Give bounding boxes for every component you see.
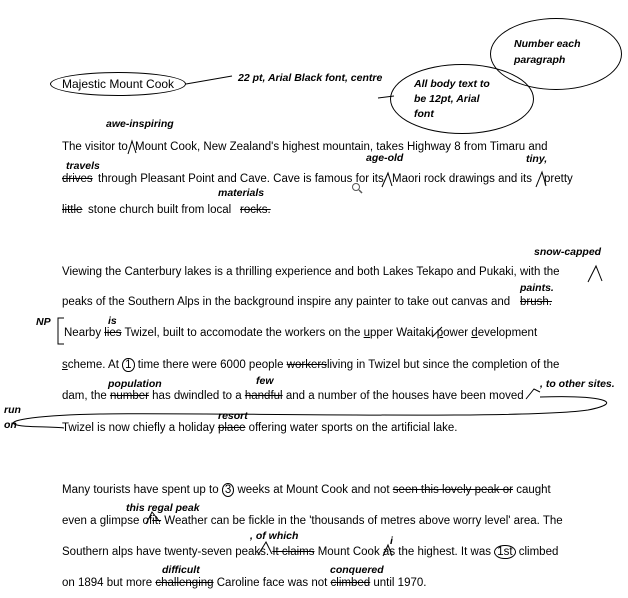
p3-l1-c: caught: [516, 484, 551, 496]
p3-line3: [62, 545, 558, 559]
p2-l3-b: Twizel, built to accomodate the workers on the: [124, 327, 361, 339]
p1-line2b: Maori rock drawings and its: [392, 173, 532, 185]
p2-l4-a: cheme. At: [67, 359, 119, 371]
title-format-note: 22 pt, Arial Black font, centre: [238, 72, 383, 84]
p2-l5-c: and a number of the houses have been moved: [285, 390, 524, 402]
p3-l2-a: even a glimpse of: [62, 515, 153, 527]
p3-l3-d: climbed: [518, 546, 559, 558]
insert-age-old: age-old: [366, 152, 404, 164]
p3-l2-deleted: it.: [152, 515, 162, 527]
p2-l5-deleted1: number: [109, 390, 149, 402]
p3-l1-deleted: seen this lovely peak or: [392, 484, 513, 496]
p2-l4-b: time there were 6000 people: [137, 359, 284, 371]
p2-l3-u2: p: [436, 327, 444, 339]
insert-i: i: [390, 535, 393, 547]
insert-difficult: difficult: [162, 564, 200, 576]
p1-line3-deleted1: little: [62, 204, 83, 216]
insert-tiny: tiny,: [526, 153, 548, 165]
insert-materials: materials: [218, 187, 265, 199]
run-mark: run: [4, 404, 21, 416]
insert-snow-capped: snow-capped: [534, 246, 602, 258]
p2-l4-u: s: [62, 359, 68, 371]
p2-line6: [62, 421, 457, 435]
insert-is: is: [108, 315, 117, 327]
insert-conquered: conquered: [330, 564, 384, 576]
p2-l5-b: has dwindled to a: [152, 390, 242, 402]
p1-line2c: pretty: [544, 173, 573, 185]
p3-l1-number: 3: [222, 483, 234, 497]
insert-awe-inspiring: awe-inspiring: [106, 118, 174, 130]
p3-l4-deleted1: challenging: [155, 577, 214, 589]
p2-l3-d: ower: [443, 327, 469, 339]
body-format-note-2: be 12pt, Arial: [414, 93, 480, 105]
p1-line2-deleted: drives: [62, 173, 93, 185]
p2-l3-c: pper Waitaki: [370, 327, 434, 339]
p2-l6-a: Twizel is now chiefly a holiday: [62, 422, 215, 434]
p3-l1-b: weeks at Mount Cook and not: [237, 484, 390, 496]
p2-line4: [62, 358, 559, 372]
p3-l3-b: Mount Cook: [317, 546, 380, 558]
insert-this-regal-peak: this regal peak: [126, 502, 200, 514]
number-note-2: paragraph: [514, 54, 566, 66]
insert-travels: travels: [66, 160, 100, 172]
p3-l4-b: Caroline face was not: [216, 577, 328, 589]
p1-line1b: Mount Cook, New Zealand's highest mountain, takes Highway 8 from Timaru and: [135, 141, 548, 153]
p3-l4-a: on 1894 but more: [62, 577, 153, 589]
p1-line1a: The visitor to: [62, 141, 128, 153]
p2-line1: Viewing the Canterbury lakes is a thrilling experience and both Lakes Tekapo and Pukaki, with the: [62, 266, 560, 278]
p2-l6-b: offering water sports on the artificial lake.: [248, 422, 458, 434]
p2-l3-a: Nearby: [64, 327, 102, 339]
p2-line5: [62, 389, 524, 403]
p3-line1: [62, 483, 551, 497]
body-format-note-3: font: [414, 108, 434, 120]
insert-resort: resort: [218, 410, 248, 422]
p3-l2-b: Weather can be fickle in the 'thousands of metres above worry level' area. The: [164, 515, 563, 527]
p2-l5-deleted2: handful: [244, 390, 283, 402]
insert-paints: paints.: [520, 282, 554, 294]
p2-l6-deleted: place: [217, 422, 246, 434]
p2-l4-deleted: workers: [286, 359, 327, 371]
p2-l3-u1: u: [363, 327, 371, 339]
on-mark: on: [4, 419, 17, 431]
insert-other-sites: , to other sites.: [540, 378, 615, 390]
p3-l4-deleted2: climbed: [330, 577, 371, 589]
p1-line3-deleted2: rocks.: [240, 204, 271, 216]
p3-line4: [62, 576, 426, 590]
body-format-note-1: All body text to: [414, 78, 490, 90]
insert-population: population: [108, 378, 162, 390]
p2-l4-c: living in Twizel but since the completion of the: [326, 359, 560, 371]
p1-line2a: through Pleasant Point and Cave. Cave is famous for its: [98, 173, 384, 185]
insert-of-which: , of which: [250, 530, 299, 542]
p3-l3-as: as: [382, 546, 396, 558]
p3-l3-number: 1st: [494, 545, 515, 559]
p3-l3-deleted: It claims: [272, 546, 315, 558]
p3-l4-c: until 1970.: [373, 577, 427, 589]
p3-line2: [62, 514, 563, 528]
insert-few: few: [256, 375, 274, 387]
p2-line2-deleted: brush.: [520, 296, 552, 308]
p3-l1-a: Many tourists have spent up to: [62, 484, 219, 496]
number-note-1: Number each: [514, 38, 581, 50]
p2-l4-number: 1: [122, 358, 134, 372]
p2-l3-deleted: lies: [104, 327, 122, 339]
p2-line3: [64, 326, 537, 340]
p2-l3-e: evelopment: [477, 327, 538, 339]
p2-line2a: peaks of the Southern Alps in the background inspire any painter to take out canvas and: [62, 296, 511, 308]
title-text: Majestic Mount Cook: [62, 77, 175, 91]
p3-l3-a: Southern alps have twenty-seven peaks.: [62, 546, 270, 558]
p1-line3a: stone church built from local: [88, 204, 232, 216]
np-mark: NP: [36, 316, 51, 328]
p3-l3-c: the highest. It was: [398, 546, 491, 558]
p2-l3-u3: d: [471, 327, 478, 339]
p2-l5-a: dam, the: [62, 390, 107, 402]
